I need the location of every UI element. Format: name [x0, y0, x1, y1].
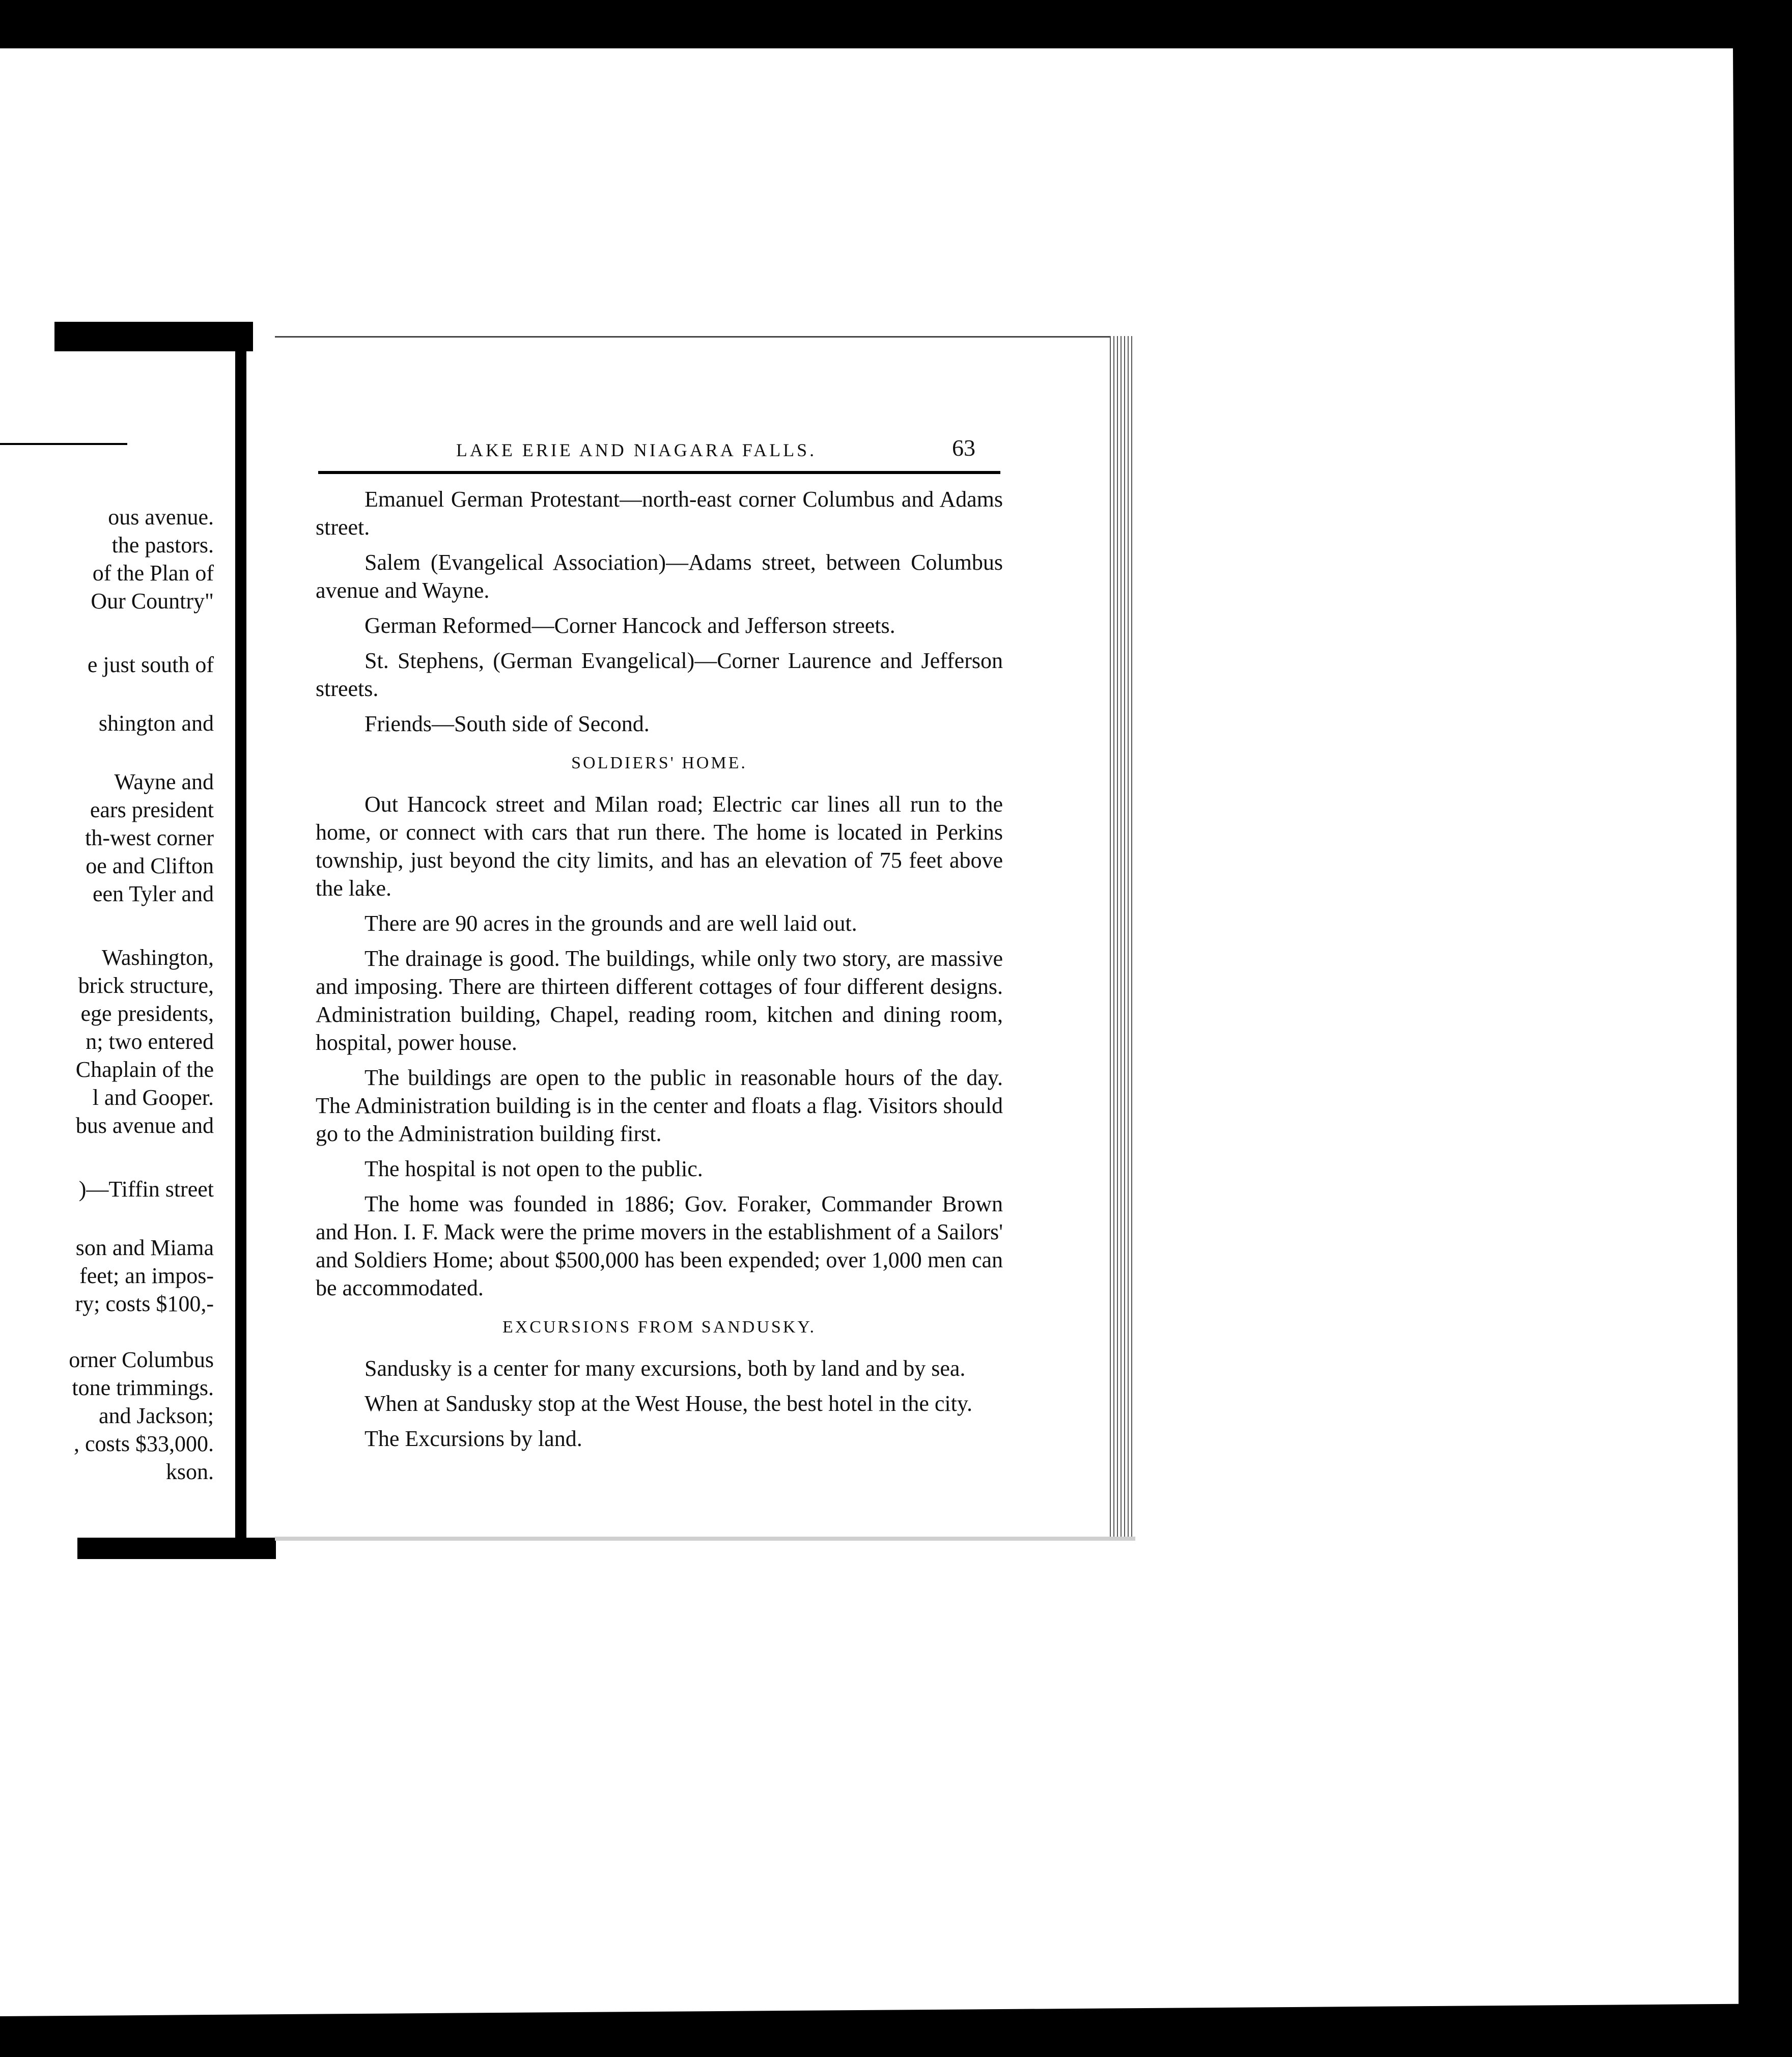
previous-page-line: Washington,	[101, 945, 214, 970]
running-head: LAKE ERIE AND NIAGARA FALLS.	[456, 440, 817, 460]
previous-page-line: n; two entered	[86, 1029, 214, 1054]
previous-page-line: )—Tiffin street	[78, 1177, 214, 1202]
previous-page-text	[0, 346, 229, 1558]
paragraph: German Reformed—Corner Hancock and Jefferson streets.	[365, 613, 895, 638]
paragraph: St. Stephens, (German Evangelical)—Corner Laurence and Jefferson streets.	[316, 648, 1003, 701]
paragraph: The drainage is good. The buildings, while only two story, are massive and imposing. There are thirteen different cottages of four different designs. Administration building, Chapel, reading room, kitchen and dining room, hospital, power house.	[316, 946, 1003, 1055]
previous-page-line: kson.	[165, 1459, 214, 1484]
page-body	[316, 485, 1003, 1460]
page-number: 63	[952, 435, 975, 461]
previous-page-fragment	[0, 346, 229, 1558]
previous-page-line: orner Columbus	[69, 1347, 214, 1372]
binding-bar-bottom	[77, 1538, 276, 1559]
previous-page-line: ege presidents,	[80, 1001, 214, 1026]
paragraph: Friends—South side of Second.	[365, 711, 650, 736]
paragraph: Salem (Evangelical Association)—Adams street, between Columbus avenue and Wayne.	[316, 550, 1003, 603]
previous-page-line: e just south of	[87, 652, 214, 677]
previous-page-rule	[0, 443, 127, 445]
previous-page-line: th-west corner	[85, 825, 214, 850]
previous-page-line: son and Miama	[75, 1235, 214, 1260]
previous-page-line: of the Plan of	[92, 561, 214, 586]
previous-page-line: ous avenue.	[108, 505, 214, 530]
paragraph: The home was founded in 1886; Gov. Foraker, Commander Brown and Hon. I. F. Mack were the prime movers in the establishment of a Sailors' and Soldiers Home; about $500,000 has been expended; over 1,000 men can be accommodated.	[316, 1191, 1003, 1300]
paragraph: There are 90 acres in the grounds and are well laid out.	[365, 911, 857, 936]
page-bottom-edge	[275, 1537, 1135, 1541]
book-page-63	[275, 336, 1125, 1539]
previous-page-line: ears president	[90, 797, 214, 822]
previous-page-line: bus avenue and	[75, 1113, 214, 1138]
paragraph: The hospital is not open to the public.	[365, 1156, 703, 1181]
binding-bar-top	[54, 322, 253, 351]
previous-page-line: l and Gooper.	[92, 1085, 214, 1110]
scan-border-right	[1739, 0, 1792, 2057]
paragraph: Out Hancock street and Milan road; Electric car lines all run to the home, or connect with cars that run there. The home is located in Perkins township, just beyond the city limits, and has an elevation of 75 feet above the lake.	[316, 792, 1003, 901]
previous-page-line: and Jackson;	[98, 1403, 214, 1428]
previous-page-line: een Tyler and	[92, 881, 214, 906]
previous-page-line: ry; costs $100,-	[75, 1291, 214, 1316]
previous-page-line: oe and Clifton	[86, 853, 214, 878]
section-heading-excursions: EXCURSIONS FROM SANDUSKY.	[502, 1318, 817, 1337]
previous-page-line: tone trimmings.	[72, 1375, 214, 1400]
paragraph: Emanuel German Protestant—north-east corner Columbus and Adams street.	[316, 487, 1003, 540]
page-stack-edge	[1110, 336, 1133, 1538]
previous-page-line: brick structure,	[78, 973, 214, 998]
header-rule	[318, 471, 1000, 474]
previous-page-line: Wayne and	[114, 769, 214, 794]
previous-page-line: , costs $33,000.	[74, 1431, 214, 1456]
paragraph: The Excursions by land.	[365, 1426, 582, 1451]
previous-page-line: shington and	[98, 711, 214, 736]
scan-border-bottom	[0, 2016, 1792, 2057]
scan-mark	[1741, 1319, 1751, 1339]
paragraph: Sandusky is a center for many excursions, both by land and by sea.	[365, 1356, 966, 1381]
previous-page-line: Our Country"	[91, 589, 214, 614]
previous-page-line: Chaplain of the	[75, 1057, 214, 1082]
binding-bar-vertical	[235, 339, 246, 1540]
paragraph: When at Sandusky stop at the West House, the best hotel in the city.	[365, 1391, 973, 1416]
previous-page-line: feet; an impos-	[79, 1263, 214, 1288]
section-heading-soldiers-home: SOLDIERS' HOME.	[571, 754, 747, 772]
previous-page-line: the pastors.	[111, 533, 214, 558]
scan-border-top	[0, 0, 1792, 48]
paragraph: The buildings are open to the public in reasonable hours of the day. The Administration building is in the center and floats a flag. Visitors should go to the Administration building first.	[316, 1065, 1003, 1146]
